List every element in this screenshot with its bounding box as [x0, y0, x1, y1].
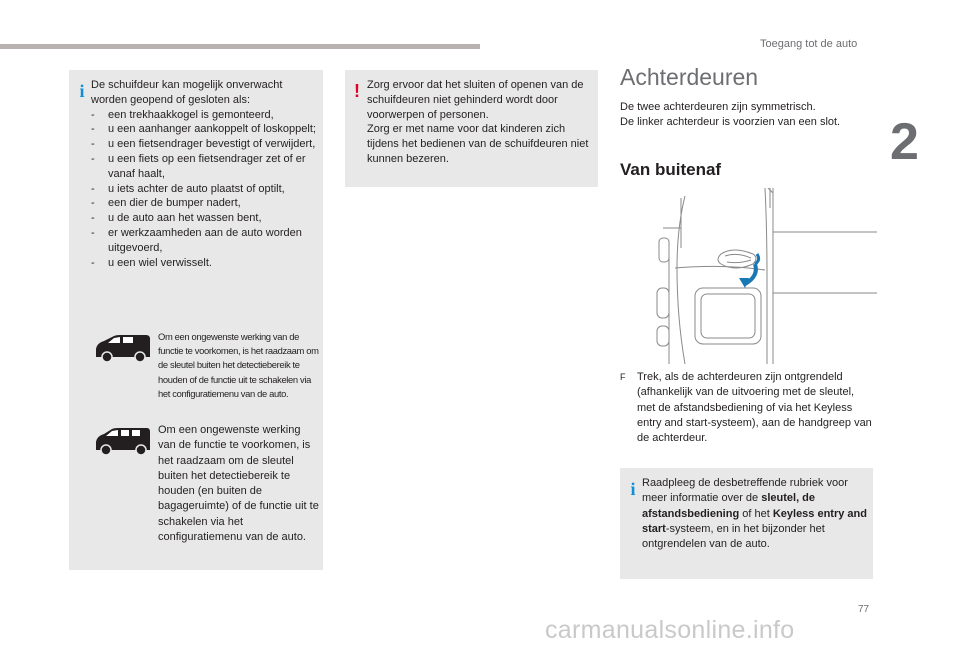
info-box-sliding-door — [69, 70, 323, 570]
warning-text-children: Zorg er met name voor dat kinderen zich tijdens het bedienen van de schuifdeuren niet kunnen bezeren. — [367, 123, 589, 165]
list-item: - u de auto aan het wassen bent, — [91, 211, 319, 226]
list-item: - u een aanhanger aankoppelt of loskoppelt; — [91, 122, 319, 137]
list-item: - er werkzaamheden aan de auto worden uitgevoerd, — [91, 226, 319, 256]
rear-door-handle-illustration — [655, 188, 877, 364]
chapter-number: 2 — [890, 113, 919, 171]
sliding-door-intro: De schuifdeur kan mogelijk onverwacht worden geopend of gesloten als: — [91, 79, 283, 106]
rear-doors-lock-note: De linker achterdeur is voorzien van een slot. — [620, 115, 841, 128]
sliding-door-list — [91, 108, 319, 271]
rear-doors-intro: De twee achterdeuren zijn symmetrisch. — [620, 101, 816, 113]
keyless-note-short: Om een ongewenste werking van de functie te voorkomen, is het raadzaam om de sleutel buiten het detectiebereik te houden of de functie uit te schakelen via het configuratiemenu van de auto. — [158, 331, 319, 399]
van-long-icon — [94, 426, 152, 456]
info-icon: i — [630, 479, 636, 499]
bullet-marker: F — [620, 372, 626, 382]
info-box-remote — [620, 468, 873, 579]
list-item: - een dier de bumper nadert, — [91, 196, 319, 211]
list-item: - u een fiets op een fietsendrager zet of er vanaf haalt, — [91, 152, 319, 182]
info-icon: i — [79, 81, 85, 101]
pull-handle-instruction — [620, 370, 873, 446]
list-item: - u een wiel verwisselt. — [91, 256, 319, 271]
instruction-text: Trek, als de achterdeuren zijn ontgrendeld (afhankelijk van de uitvoering met de sleutel, met de afstandsbediening of via het Keyless entry and start-systeem), aan de handgreep van de achterdeur. — [637, 371, 872, 445]
warning-icon: ! — [354, 81, 360, 101]
van-short-icon — [94, 333, 152, 363]
watermark: carmanualsonline.info — [545, 616, 795, 644]
section-title: Achterdeuren — [620, 64, 759, 90]
list-item: - u een fietsendrager bevestigt of verwijdert, — [91, 137, 319, 152]
list-item: - een trekhaakkogel is gemonteerd, — [91, 108, 319, 123]
warning-text: Zorg ervoor dat het sluiten of openen van de schuifdeuren niet gehinderd wordt door voorwerpen of personen. — [367, 79, 584, 121]
subsection-title: Van buitenaf — [620, 160, 722, 179]
keyless-note-long: Om een ongewenste werking van de functie te voorkomen, is het raadzaam om de sleutel buiten het detectiebereik te houden (en buiten de bagageruimte) of de functie uit te schakelen via het configuratiemenu van de auto. — [158, 424, 319, 544]
chapter-title: Toegang tot de auto — [760, 38, 858, 50]
page-number: 77 — [858, 604, 870, 615]
warning-box-sliding-door — [345, 70, 598, 187]
remote-info-text: Raadpleeg de desbetreffende rubriek voor meer informatie over de sleutel, de afstandsbediening of het Keyless entry and start-systeem, en in het bijzonder het ontgrendelen van de auto. — [642, 477, 867, 551]
list-item: - u iets achter de auto plaatst of optilt, — [91, 182, 319, 197]
header-bar — [0, 44, 480, 49]
